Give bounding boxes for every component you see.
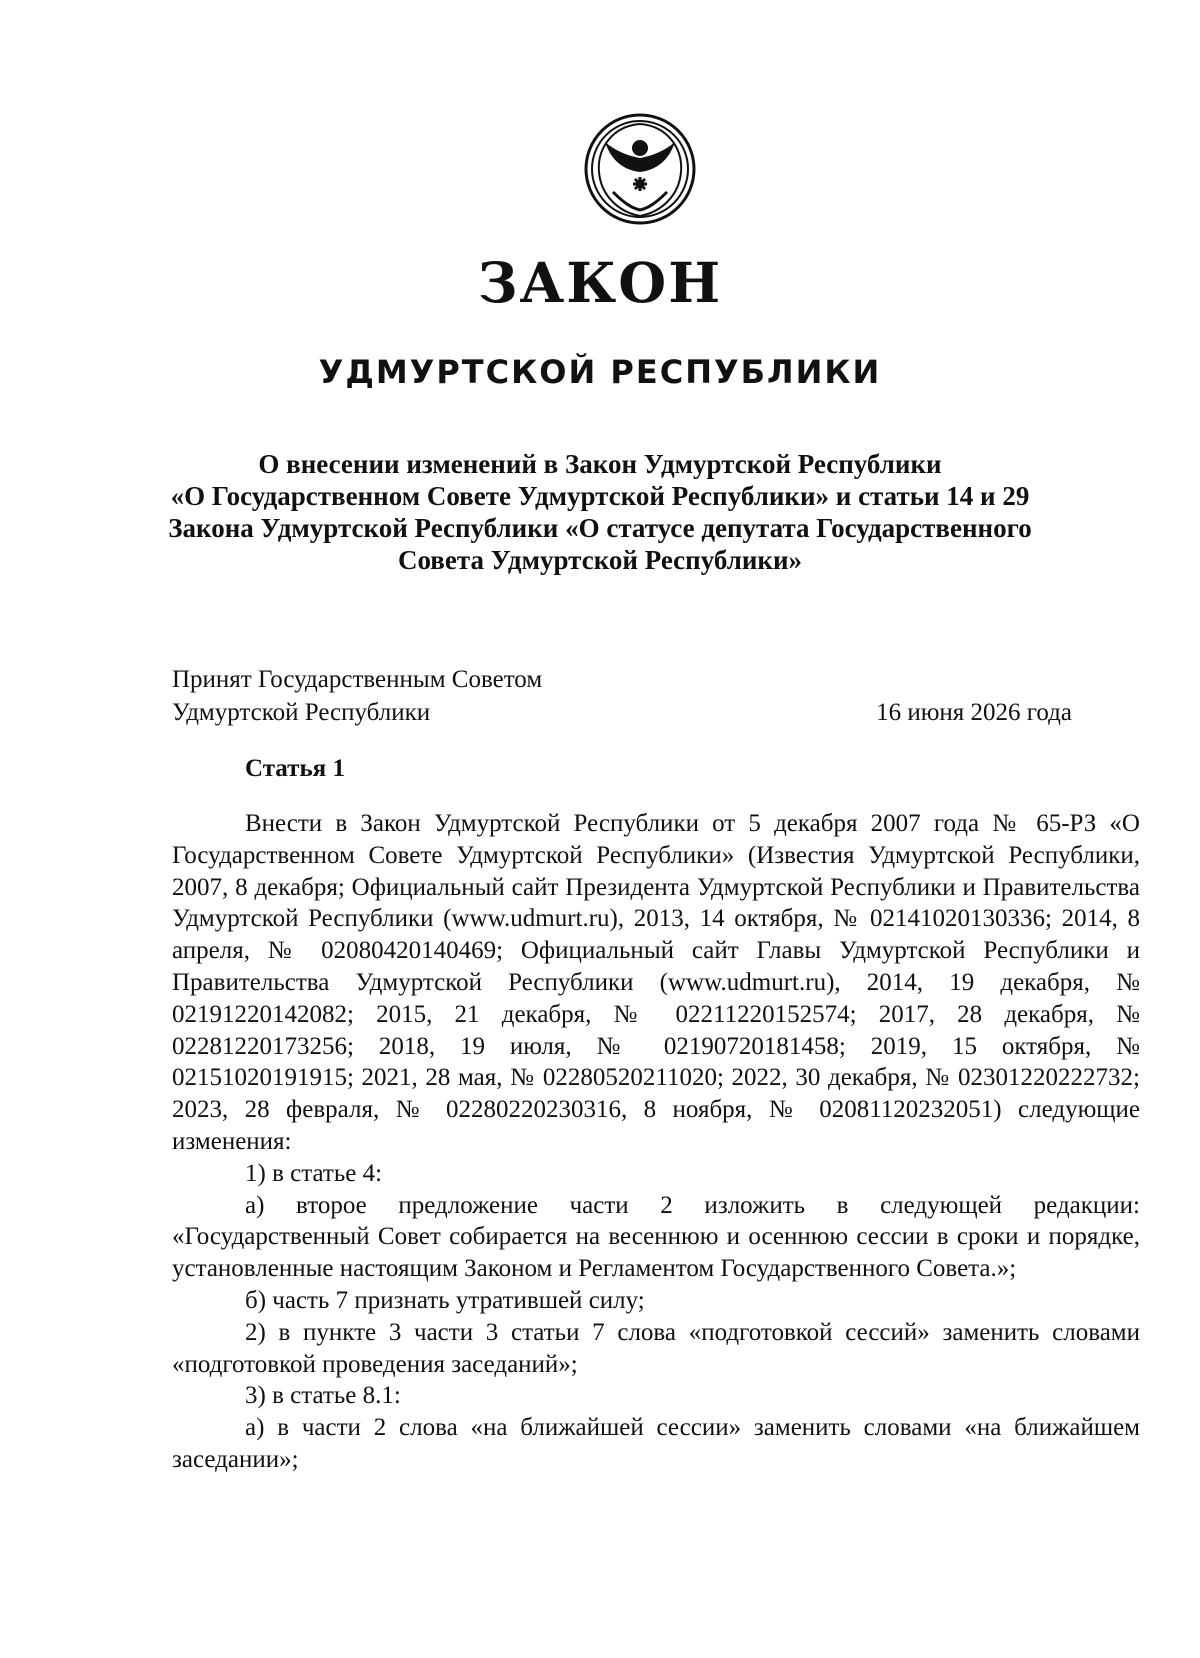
heading-line: Закона Удмуртской Республики «О статусе депутата Государственного bbox=[168, 513, 1032, 543]
adoption-block bbox=[172, 663, 1072, 729]
heading-line: Совета Удмуртской Республики» bbox=[397, 545, 803, 575]
adopted-by-line: Удмуртской Республики bbox=[172, 699, 431, 726]
adoption-date: 16 июня 2026 года bbox=[876, 699, 1072, 726]
paragraph: 1) в статье 4: bbox=[245, 1159, 383, 1187]
heading-line: О внесении изменений в Закон Удмуртской Республики bbox=[258, 449, 942, 479]
paragraph: 2) в пункте 3 части 3 статьи 7 слова «подготовкой сессий» заменить словами «подготовкой проведения заседаний»; bbox=[172, 1318, 1140, 1378]
paragraph: а) в части 2 слова «на ближайшей сессии» заменить словами «на ближайшем заседании»; bbox=[172, 1414, 1140, 1473]
article-title: Статья 1 bbox=[245, 755, 345, 782]
paragraph: 3) в статье 8.1: bbox=[245, 1382, 401, 1410]
coat-of-arms-icon bbox=[583, 112, 697, 226]
paragraph: а) второе предложение части 2 изложить в следующей редакции: «Государственный Совет собирается на весеннюю и осеннюю сессии в сроки и порядке, установленные настоящим Законом и Регламентом Государственного Совета.»; bbox=[172, 1191, 1140, 1283]
adopted-by-line: Принят Государственным Советом bbox=[172, 666, 543, 693]
law-heading bbox=[130, 448, 1070, 576]
paragraph: Внести в Закон Удмуртской Республики от 5 декабря 2007 года № 65-РЗ «О Государственном Совете Удмуртской Республики» (Известия Удмуртской Республики, 2007, 8 декабря; Официальный сайт Президента Удмуртской Республики и Правительства Удмуртской Республики (www.udmurt.ru), 2013, 14 октября, № 02141020130336; 2014, 8 апреля, № 02080420140469; Официальный сайт Главы Удмуртской Республики и Правительства Удмуртской Республики (www.udmurt.ru), 2014, 19 декабря, № 02191220142082; 2015, 21 декабря, № 02211220152574; 2017, 28 декабря, № 02281220173256; 2018, 19 июля, № 02190720181458; 2019, 15 октября, № 02151020191915; 2021, 28 мая, № 02280520211020; 2022, 30 декабря, № 02301220222732; 2023, 28 февраля, № 02280220230316, 8 ноября, № 02081120232051) следующие изменения: bbox=[172, 810, 1140, 1155]
paragraph: б) часть 7 признать утратившей силу; bbox=[245, 1286, 645, 1314]
document-subtitle: УДМУРТСКОЙ РЕСПУБЛИКИ bbox=[318, 353, 882, 391]
heading-line: «О Государственном Совете Удмуртской Республики» и статьи 14 и 29 bbox=[170, 481, 1030, 511]
document-title: ЗАКОН bbox=[477, 250, 723, 315]
article-body bbox=[172, 808, 1140, 1476]
